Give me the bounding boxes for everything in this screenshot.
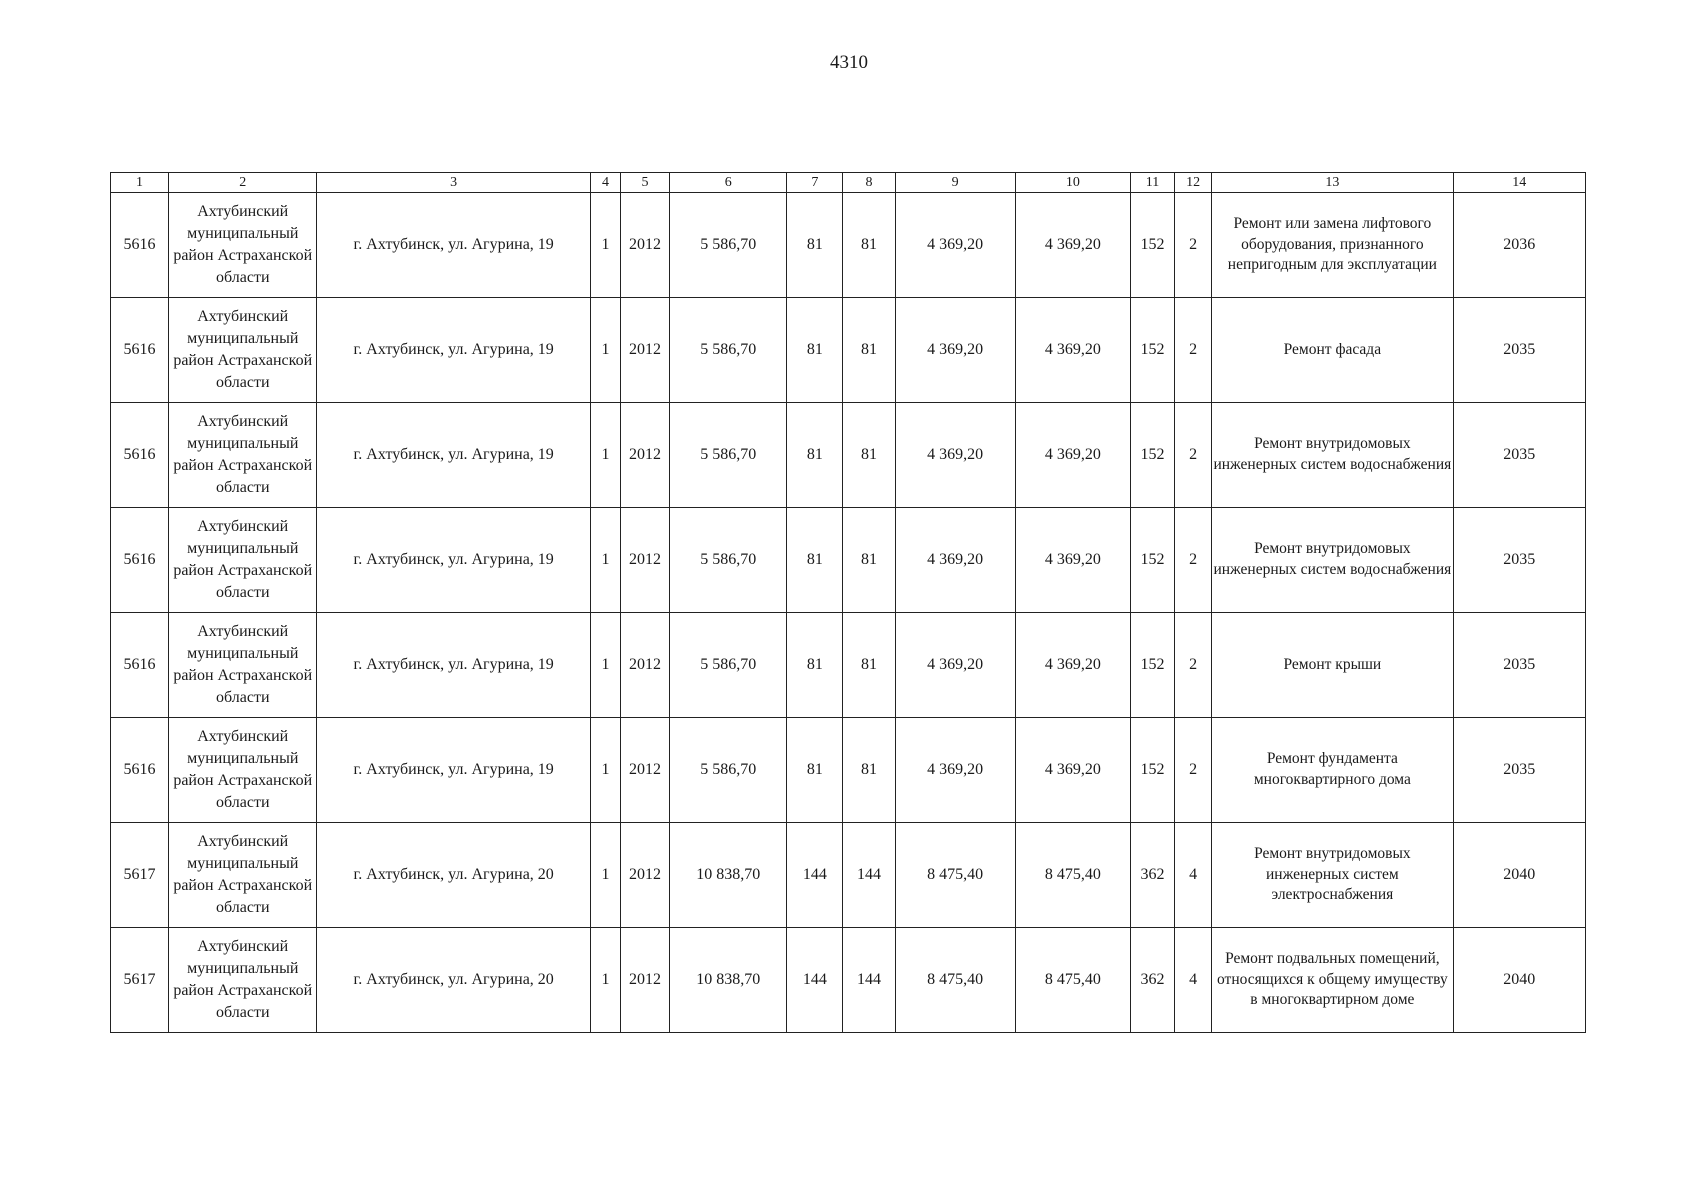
planned-year-cell: 2035: [1453, 403, 1585, 508]
table-row: [111, 928, 1586, 1033]
col-7-cell: 81: [787, 508, 843, 613]
col-12-cell: 2: [1175, 718, 1212, 823]
column-header-10: 10: [1015, 173, 1130, 193]
table-header: [111, 173, 1586, 193]
col-9-cell: 8 475,40: [895, 823, 1015, 928]
column-header-2: 2: [169, 173, 317, 193]
table-row: [111, 403, 1586, 508]
col-11-cell: 362: [1130, 823, 1174, 928]
address-cell: г. Ахтубинск, ул. Агурина, 19: [317, 613, 591, 718]
work-type-cell: Ремонт или замена лифтового оборудования, признанного непригодным для эксплуатации: [1212, 193, 1453, 298]
col-12-cell: 4: [1175, 928, 1212, 1033]
area-cell: 5 586,70: [670, 193, 787, 298]
col-9-cell: 4 369,20: [895, 718, 1015, 823]
col-12-cell: 2: [1175, 613, 1212, 718]
table-row: [111, 298, 1586, 403]
planned-year-cell: 2035: [1453, 613, 1585, 718]
planned-year-cell: 2035: [1453, 718, 1585, 823]
column-header-8: 8: [843, 173, 895, 193]
col-9-cell: 4 369,20: [895, 613, 1015, 718]
col-11-cell: 152: [1130, 508, 1174, 613]
column-header-12: 12: [1175, 173, 1212, 193]
house-id-cell: 5616: [111, 403, 169, 508]
year-cell: 2012: [621, 928, 670, 1033]
district-cell: Ахтубинский муниципальный район Астраханской области: [169, 403, 317, 508]
col-4-cell: 1: [590, 508, 620, 613]
column-header-1: 1: [111, 173, 169, 193]
planned-year-cell: 2040: [1453, 928, 1585, 1033]
col-8-cell: 81: [843, 403, 895, 508]
district-cell: Ахтубинский муниципальный район Астраханской области: [169, 508, 317, 613]
col-7-cell: 81: [787, 718, 843, 823]
address-cell: г. Ахтубинск, ул. Агурина, 19: [317, 193, 591, 298]
address-cell: г. Ахтубинск, ул. Агурина, 19: [317, 403, 591, 508]
table-row: [111, 718, 1586, 823]
col-9-cell: 4 369,20: [895, 508, 1015, 613]
table-row: [111, 193, 1586, 298]
area-cell: 5 586,70: [670, 403, 787, 508]
col-12-cell: 2: [1175, 508, 1212, 613]
col-11-cell: 152: [1130, 613, 1174, 718]
col-7-cell: 144: [787, 928, 843, 1033]
col-11-cell: 152: [1130, 298, 1174, 403]
header-row: [111, 173, 1586, 193]
district-cell: Ахтубинский муниципальный район Астраханской области: [169, 823, 317, 928]
col-4-cell: 1: [590, 298, 620, 403]
col-4-cell: 1: [590, 193, 620, 298]
col-4-cell: 1: [590, 928, 620, 1033]
col-4-cell: 1: [590, 823, 620, 928]
table-row: [111, 508, 1586, 613]
column-header-11: 11: [1130, 173, 1174, 193]
work-type-cell: Ремонт внутридомовых инженерных систем водоснабжения: [1212, 508, 1453, 613]
column-header-9: 9: [895, 173, 1015, 193]
column-header-13: 13: [1212, 173, 1453, 193]
col-10-cell: 8 475,40: [1015, 928, 1130, 1033]
work-type-cell: Ремонт внутридомовых инженерных систем электроснабжения: [1212, 823, 1453, 928]
planned-year-cell: 2040: [1453, 823, 1585, 928]
district-cell: Ахтубинский муниципальный район Астраханской области: [169, 193, 317, 298]
col-8-cell: 81: [843, 298, 895, 403]
col-10-cell: 8 475,40: [1015, 823, 1130, 928]
year-cell: 2012: [621, 718, 670, 823]
col-10-cell: 4 369,20: [1015, 613, 1130, 718]
col-10-cell: 4 369,20: [1015, 508, 1130, 613]
address-cell: г. Ахтубинск, ул. Агурина, 20: [317, 928, 591, 1033]
work-type-cell: Ремонт фундамента многоквартирного дома: [1212, 718, 1453, 823]
year-cell: 2012: [621, 823, 670, 928]
page-number: 4310: [830, 52, 868, 73]
house-id-cell: 5617: [111, 823, 169, 928]
house-id-cell: 5617: [111, 928, 169, 1033]
area-cell: 10 838,70: [670, 928, 787, 1033]
district-cell: Ахтубинский муниципальный район Астраханской области: [169, 613, 317, 718]
year-cell: 2012: [621, 508, 670, 613]
year-cell: 2012: [621, 613, 670, 718]
table-body: [111, 193, 1586, 1033]
district-cell: Ахтубинский муниципальный район Астраханской области: [169, 928, 317, 1033]
year-cell: 2012: [621, 403, 670, 508]
district-cell: Ахтубинский муниципальный район Астраханской области: [169, 298, 317, 403]
address-cell: г. Ахтубинск, ул. Агурина, 20: [317, 823, 591, 928]
column-header-3: 3: [317, 173, 591, 193]
table-row: [111, 823, 1586, 928]
col-7-cell: 81: [787, 613, 843, 718]
planned-year-cell: 2035: [1453, 508, 1585, 613]
col-8-cell: 81: [843, 193, 895, 298]
col-9-cell: 4 369,20: [895, 193, 1015, 298]
col-10-cell: 4 369,20: [1015, 718, 1130, 823]
col-4-cell: 1: [590, 613, 620, 718]
address-cell: г. Ахтубинск, ул. Агурина, 19: [317, 718, 591, 823]
planned-year-cell: 2035: [1453, 298, 1585, 403]
col-8-cell: 81: [843, 613, 895, 718]
col-11-cell: 152: [1130, 193, 1174, 298]
area-cell: 5 586,70: [670, 298, 787, 403]
col-7-cell: 81: [787, 193, 843, 298]
area-cell: 5 586,70: [670, 718, 787, 823]
col-11-cell: 152: [1130, 718, 1174, 823]
address-cell: г. Ахтубинск, ул. Агурина, 19: [317, 298, 591, 403]
work-type-cell: Ремонт фасада: [1212, 298, 1453, 403]
planned-year-cell: 2036: [1453, 193, 1585, 298]
col-7-cell: 144: [787, 823, 843, 928]
col-11-cell: 152: [1130, 403, 1174, 508]
year-cell: 2012: [621, 298, 670, 403]
work-type-cell: Ремонт подвальных помещений, относящихся к общему имуществу в многоквартирном доме: [1212, 928, 1453, 1033]
column-header-6: 6: [670, 173, 787, 193]
col-7-cell: 81: [787, 298, 843, 403]
table-row: [111, 613, 1586, 718]
col-12-cell: 2: [1175, 403, 1212, 508]
housing-repair-table: [110, 172, 1586, 1033]
col-4-cell: 1: [590, 718, 620, 823]
house-id-cell: 5616: [111, 613, 169, 718]
col-8-cell: 81: [843, 508, 895, 613]
col-10-cell: 4 369,20: [1015, 403, 1130, 508]
area-cell: 5 586,70: [670, 508, 787, 613]
house-id-cell: 5616: [111, 718, 169, 823]
column-header-14: 14: [1453, 173, 1585, 193]
house-id-cell: 5616: [111, 508, 169, 613]
column-header-5: 5: [621, 173, 670, 193]
col-8-cell: 81: [843, 718, 895, 823]
work-type-cell: Ремонт крыши: [1212, 613, 1453, 718]
col-4-cell: 1: [590, 403, 620, 508]
house-id-cell: 5616: [111, 298, 169, 403]
col-9-cell: 8 475,40: [895, 928, 1015, 1033]
col-12-cell: 2: [1175, 298, 1212, 403]
col-10-cell: 4 369,20: [1015, 298, 1130, 403]
col-9-cell: 4 369,20: [895, 403, 1015, 508]
year-cell: 2012: [621, 193, 670, 298]
column-header-7: 7: [787, 173, 843, 193]
work-type-cell: Ремонт внутридомовых инженерных систем водоснабжения: [1212, 403, 1453, 508]
col-12-cell: 4: [1175, 823, 1212, 928]
column-header-4: 4: [590, 173, 620, 193]
area-cell: 5 586,70: [670, 613, 787, 718]
house-id-cell: 5616: [111, 193, 169, 298]
col-8-cell: 144: [843, 928, 895, 1033]
col-11-cell: 362: [1130, 928, 1174, 1033]
col-7-cell: 81: [787, 403, 843, 508]
col-8-cell: 144: [843, 823, 895, 928]
area-cell: 10 838,70: [670, 823, 787, 928]
col-12-cell: 2: [1175, 193, 1212, 298]
col-9-cell: 4 369,20: [895, 298, 1015, 403]
col-10-cell: 4 369,20: [1015, 193, 1130, 298]
address-cell: г. Ахтубинск, ул. Агурина, 19: [317, 508, 591, 613]
district-cell: Ахтубинский муниципальный район Астраханской области: [169, 718, 317, 823]
